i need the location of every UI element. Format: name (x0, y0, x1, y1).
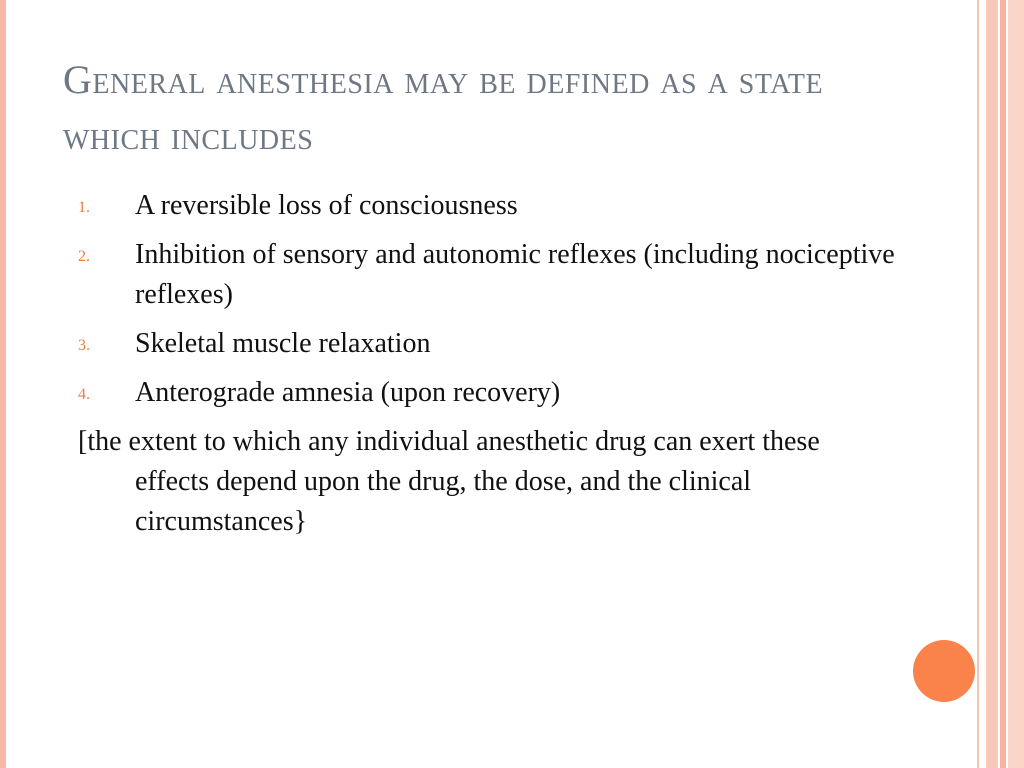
list-item (78, 373, 898, 413)
right-decorative-stripes (977, 0, 1024, 768)
left-border (0, 0, 6, 768)
list-item (78, 235, 898, 315)
stripe (1008, 0, 1024, 768)
list-item (78, 324, 898, 364)
list-number: 2. (78, 248, 90, 265)
note-text: [the extent to which any individual anesthetic drug can exert these effects depend upon the drug, the dose, and the clinical circumstances} (78, 426, 820, 537)
list-item-text: A reversible loss of consciousness (135, 190, 518, 221)
list-number: 4. (78, 386, 90, 403)
numbered-list (78, 186, 898, 413)
stripe (979, 0, 986, 768)
list-number: 3. (78, 337, 90, 354)
list-item (78, 186, 898, 226)
list-item-text: Skeletal muscle relaxation (135, 328, 431, 359)
stripe (986, 0, 998, 768)
slide-title: General anesthesia may be defined as a state which includes (63, 57, 824, 158)
list-item-text: Inhibition of sensory and autonomic reflexes (including nociceptive reflexes) (135, 239, 895, 310)
list-item-text: Anterograde amnesia (upon recovery) (135, 377, 561, 408)
accent-circle-decoration (913, 640, 975, 702)
list-number: 1. (78, 199, 90, 216)
slide-content (78, 186, 898, 570)
